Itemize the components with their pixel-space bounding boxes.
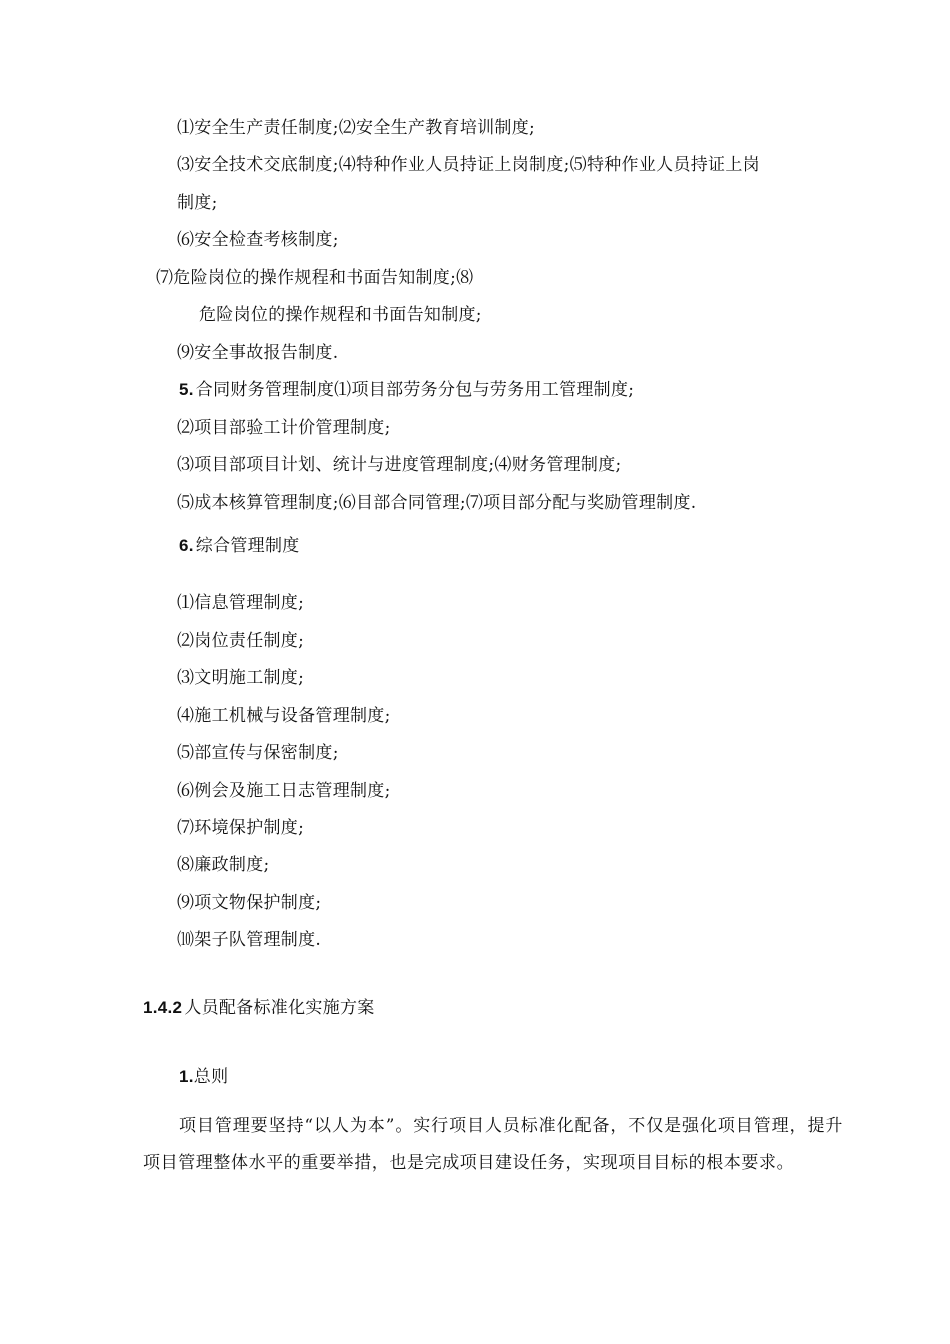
safety-line-2: ⑶安全技术交底制度;⑷特种作业人员持证上岗制度;⑸特种作业人员持证上岗 [177,155,760,175]
safety-line-4: ⑹安全检查考核制度; [177,230,339,250]
general-number: 6. [179,536,194,555]
contract-line-2: ⑵项目部验工计价管理制度; [177,418,391,438]
contract-line-4: ⑸成本核算管理制度;⑹目部合同管理;⑺项目部分配与奖励管理制度. [177,493,697,513]
general-title: 综合管理制度 [195,536,300,556]
list-item: ⑺环境保护制度; [177,818,305,838]
list-item: ⑵岗位责任制度; [177,631,305,651]
subsection-title: 总则 [193,1067,229,1087]
list-item: ⑸部宣传与保密制度; [177,743,339,763]
general-heading [179,535,300,557]
body-paragraph: 项目管理要坚持“以人为本”。实行项目人员标准化配备，不仅是强化项目管理，提升项目管理整体水平的重要举措，也是完成项目建设任务，实现项目目标的根本要求。 [143,1116,843,1173]
contract-line-3: ⑶项目部项目计划、统计与进度管理制度;⑷财务管理制度; [177,455,622,475]
contract-heading [179,379,634,401]
safety-line-6: 危险岗位的操作规程和书面告知制度; [199,305,482,325]
safety-line-1: ⑴安全生产责任制度;⑵安全生产教育培训制度; [177,118,536,138]
list-item: ⑴信息管理制度; [177,593,305,613]
contract-number: 5. [179,380,194,399]
safety-line-5: ⑺危险岗位的操作规程和书面告知制度;⑻ [156,268,474,288]
subsection-heading [179,1066,228,1088]
list-item: ⑷施工机械与设备管理制度; [177,706,391,726]
section-title: 人员配备标准化实施方案 [184,998,375,1018]
list-item: ⑻廉政制度; [177,855,270,875]
contract-line-1: 合同财务管理制度⑴项目部劳务分包与劳务用工管理制度; [195,380,635,400]
list-item: ⑹例会及施工日志管理制度; [177,781,391,801]
list-item: ⑼项文物保护制度; [177,893,322,913]
safety-line-7: ⑼安全事故报告制度. [177,343,339,363]
subsection-number: 1. [179,1067,194,1086]
safety-line-3: 制度; [177,193,218,213]
list-item: ⑶文明施工制度; [177,668,305,688]
section-number: 1.4.2 [143,998,183,1017]
section-heading [143,997,375,1019]
list-item: ⑽架子队管理制度. [177,930,322,950]
